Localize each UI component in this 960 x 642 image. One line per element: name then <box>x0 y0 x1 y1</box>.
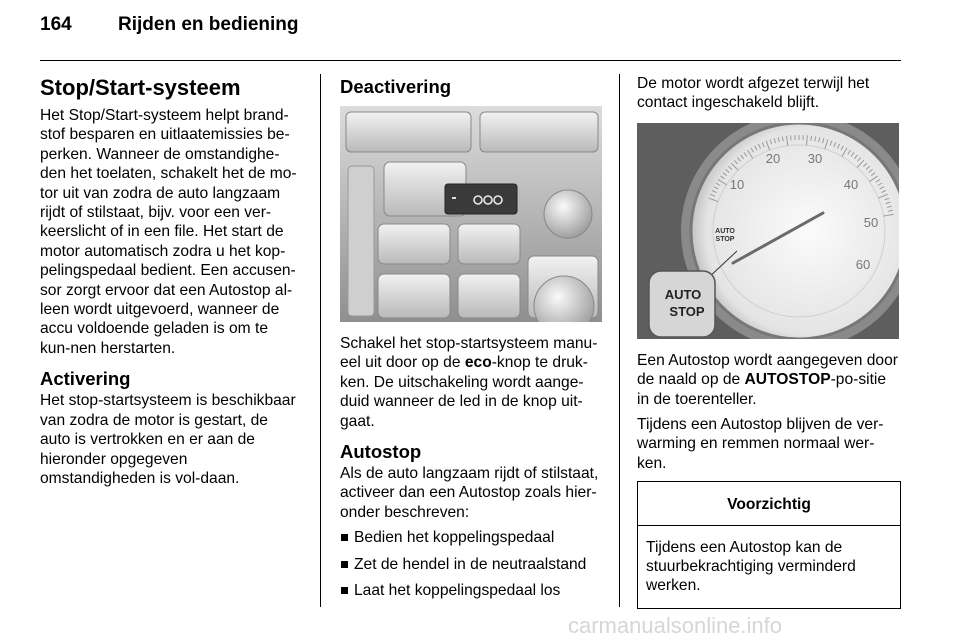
gauge-label: 10 <box>729 176 745 192</box>
column-divider <box>619 74 620 607</box>
list-item <box>340 528 602 547</box>
caution-text: Tijdens een Autostop kan de stuurbekrachtiging verminderd werken. <box>646 538 856 595</box>
indic-text-b: -po-sitie in de toerenteller. <box>637 371 887 408</box>
autostop-indication-paragraph <box>637 351 901 409</box>
intro-paragraph: Het Stop/Start-systeem helpt brand-stof besparen en uitlaatemissies be-perken. Wanneer de omstandighe-den het toelaten, schakelt het de mo-tor uit van zodra de auto langzaam rijdt of stilstaat, bijv. voor een ver-keerslicht of in een file. Het start de motor automatisch zodra u het kop-pelingspedaal bedient. Een accusen-sor zorgt ervoor dat een Autostop al-leen wordt uitgevoerd, wanneer de accu voldoende geladen is om te kun-nen herstarten. <box>40 107 297 357</box>
gauge-tick <box>811 136 812 141</box>
autostop-heading: Autostop <box>340 441 422 463</box>
bullet-square-icon <box>341 561 348 568</box>
activation-paragraph: Het stop-startsysteem is beschikbaar van zodra de motor is gestart, de auto is vertrokken en er aan de hieronder opgegeven omstandigheden is vol-daan. <box>40 392 296 487</box>
watermark: carmanualsonline.info <box>568 613 783 638</box>
caution-title: Voorzichtig <box>638 482 900 525</box>
column-divider <box>320 74 321 607</box>
list-item-text: Zet de hendel in de neutraalstand <box>354 555 587 573</box>
gauge-label: 30 <box>807 150 823 166</box>
page-number: 164 <box>40 14 72 35</box>
autostop-term: AUTOSTOP <box>744 371 831 389</box>
deactivation-paragraph <box>340 334 602 431</box>
deact-text-a: Schakel het stop-startsysteem manu-eel uit door op de <box>340 335 598 372</box>
caution-box <box>637 481 901 609</box>
autostop-mark: STOP <box>715 235 735 243</box>
gauge-label: 50 <box>863 214 879 230</box>
eco-label: eco <box>464 354 492 372</box>
chapter-title: Rijden en bediening <box>118 14 299 35</box>
dashboard-photo <box>340 106 602 322</box>
indic-text-a: Een Autostop wordt aangegeven door de naald op de <box>637 351 898 389</box>
bullet-square-icon <box>341 587 348 594</box>
list-item-text: Laat het koppelingspedaal los <box>354 582 561 600</box>
deact-text-b: -knop te druk-ken. De uitschakeling wordt aange-duid wanneer de led in de knop uit-gaat. <box>340 354 588 430</box>
list-item <box>340 555 602 574</box>
autostop-zoom-label: AUTO <box>664 286 702 302</box>
list-item-text: Bedien het koppelingspedaal <box>354 529 555 547</box>
column-left <box>40 74 302 494</box>
header-rule <box>40 60 901 61</box>
heating-paragraph: Tijdens een Autostop blijven de ver-warming en remmen normaal wer-ken. <box>637 416 884 472</box>
tachometer-photo <box>637 123 899 339</box>
engine-off-paragraph: De motor wordt afgezet terwijl het contact ingeschakeld blijft. <box>637 75 870 112</box>
autostop-zoom-label: STOP <box>669 303 705 319</box>
deactivation-heading: Deactivering <box>340 76 452 97</box>
column-middle <box>340 74 602 607</box>
page-header <box>40 14 299 36</box>
activation-heading: Activering <box>40 368 131 390</box>
section-title: Stop/Start-systeem <box>40 75 241 100</box>
autostop-steps <box>340 528 602 600</box>
console-illustration <box>340 106 602 322</box>
tachometer-illustration <box>637 123 899 339</box>
autostop-mark: AUTO <box>715 227 735 235</box>
column-right <box>637 74 901 609</box>
autostop-paragraph: Als de auto langzaam rijdt of stilstaat, activeer dan een Autostop zoals hier-onder beschreven: <box>340 465 599 521</box>
gauge-label: 20 <box>765 150 781 166</box>
list-item <box>340 581 602 600</box>
gauge-label: 60 <box>855 256 871 272</box>
gauge-label: 40 <box>843 176 859 192</box>
bullet-square-icon <box>341 534 348 541</box>
